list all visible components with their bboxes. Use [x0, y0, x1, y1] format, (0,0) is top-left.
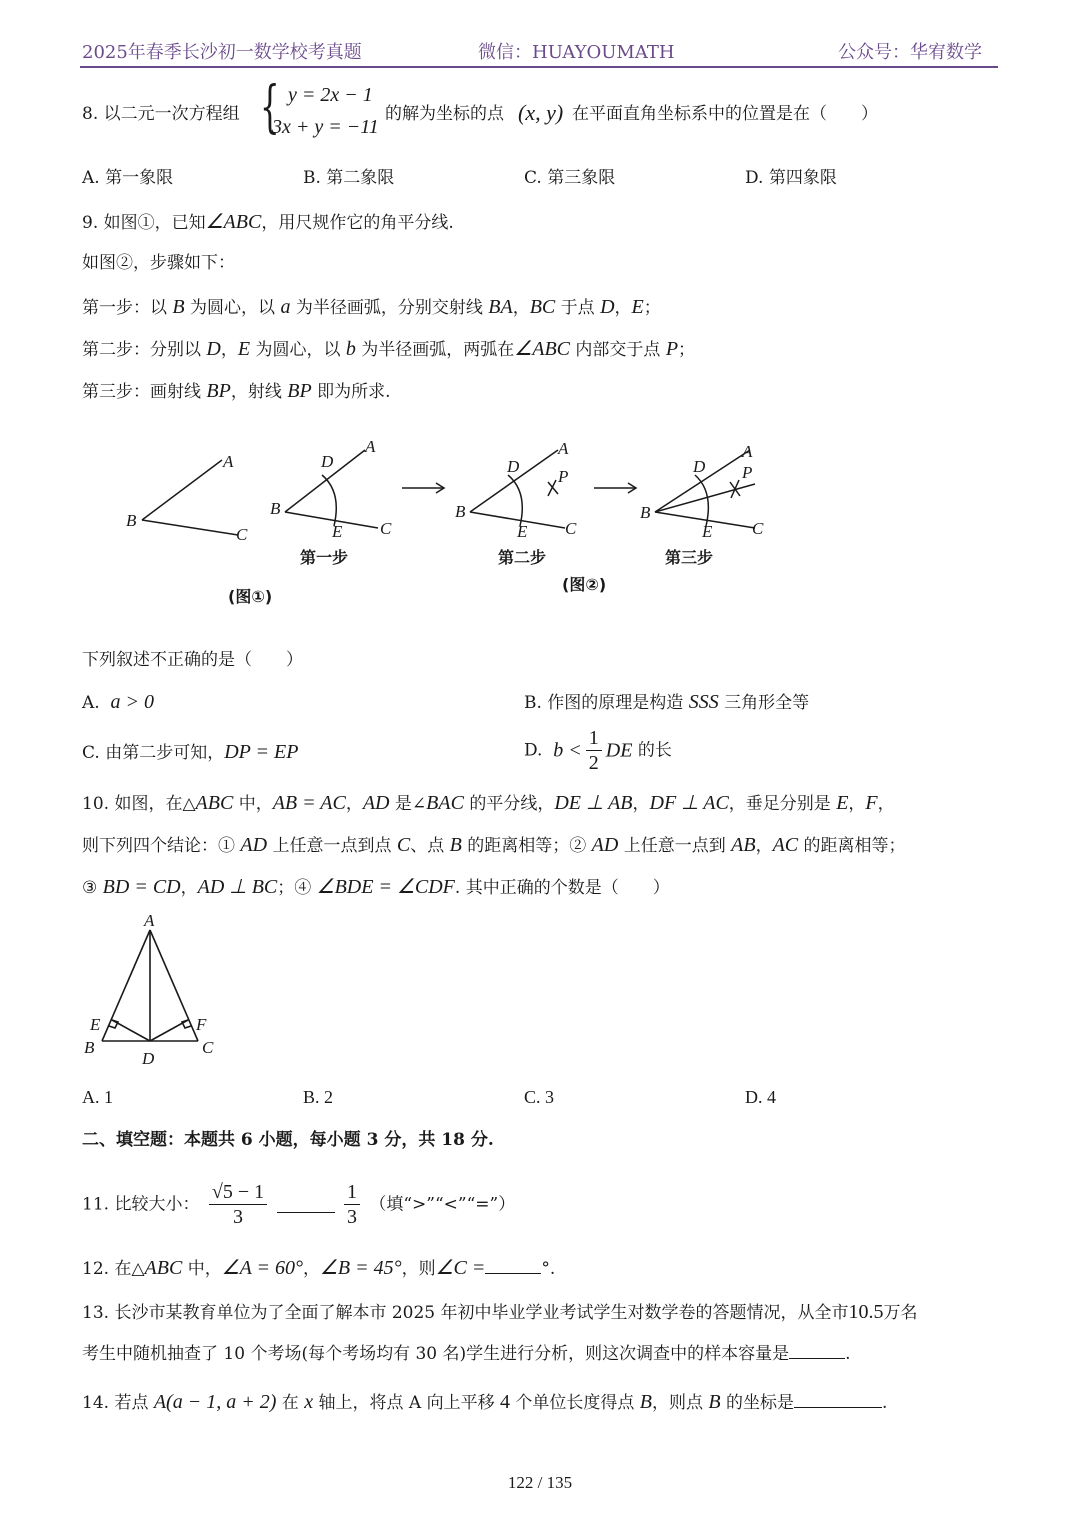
q8-eq1: y = 2x − 1 [288, 84, 373, 106]
q9-question: 下列叙述不正确的是（ ） [82, 650, 303, 670]
q10-label-b: B [84, 1038, 95, 1057]
q14-blank[interactable] [794, 1391, 882, 1408]
step1-label-d: D [321, 452, 334, 471]
q10-figure [78, 908, 228, 1073]
fig1-label-b: B [126, 511, 137, 530]
q10-option-b: B. 2 [303, 1087, 334, 1107]
step2-label-p: P [558, 467, 569, 486]
step2-label-b: B [455, 502, 466, 521]
arrow-1 [402, 483, 444, 493]
fig1-label-c: C [236, 525, 248, 544]
header-divider [80, 66, 998, 68]
q13-line1: 13. 长沙市某教育单位为了全面了解本市 2025 年初中毕业学业考试学生对数学卷的答题情况，从全市10.5万名 [82, 1301, 918, 1323]
q8-option-d: D. 第四象限 [745, 168, 837, 188]
step2-caption: 第二步 [498, 548, 547, 567]
arrow-2 [594, 483, 636, 493]
header-left: 2025年春季长沙初一数学校考真题 [82, 42, 362, 63]
step1-label-e: E [332, 522, 343, 541]
q10-label-d: D [142, 1049, 155, 1068]
q10-option-d: D. 4 [745, 1087, 776, 1107]
q9-figure [110, 430, 810, 615]
step2-label-d: D [507, 457, 520, 476]
q14: 14. 若点 A(a − 1, a + 2) 在 x 轴上，将点 A 向上平移 4 个单位长度得点 B，则点 B 的坐标是 . [82, 1391, 888, 1413]
q9-step2: 第二步：分别以 D，E 为圆心，以 b 为半径画弧，两弧在∠ABC 内部交于点 P； [82, 338, 696, 360]
q9-option-a: A. a > 0 [82, 691, 154, 713]
step1-label-b: B [270, 499, 281, 518]
q8-option-a: A. 第一象限 [82, 168, 174, 188]
q8-prefix: 8. 以二元一次方程组 [82, 104, 240, 124]
q8-mid: 的解为坐标的点 [385, 104, 504, 124]
q13-line2: 考生中随机抽查了 10 个考场(每个考场均有 30 名)学生进行分析，则这次调查中的样本容量是 . [82, 1344, 851, 1364]
q10-option-c: C. 3 [524, 1087, 555, 1107]
step1-label-c: C [380, 519, 392, 538]
q9-step1: 第一步：以 B 为圆心，以 a 为半径画弧，分别交射线 BA，BC 于点 D，E； [82, 296, 661, 318]
fig1-caption: (图①) [228, 587, 273, 606]
q13-blank[interactable] [789, 1342, 845, 1359]
q10-line3: ③ BD = CD，AD ⊥ BC；④ ∠BDE = ∠CDF. 其中正确的个数是（ ） [82, 876, 670, 898]
q10-label-e: E [90, 1015, 101, 1034]
q12: 12. 在△ABC 中，∠A = 60°，∠B = 45°，则∠C = °. [82, 1257, 556, 1279]
q10-option-a: A. 1 [82, 1087, 113, 1107]
q8-option-c: C. 第三象限 [524, 168, 616, 188]
q9-line2: 如图②，步骤如下： [82, 253, 235, 273]
q10-line2: 则下列四个结论：① AD 上任意一点到点 C、点 B 的距离相等；② AD 上任意一点到 AB，AC 的距离相等； [82, 834, 906, 856]
q9-step3: 第三步：画射线 BP，射线 BP 即为所求. [82, 380, 391, 402]
q9-line1-text2: ，用尺规作它的角平分线. [261, 213, 454, 233]
fig1-label-a: A [223, 452, 234, 471]
q8-option-b: B. 第二象限 [303, 168, 395, 188]
q9-line1-text: 9. 如图①，已知 [82, 213, 206, 233]
q10-label-f: F [196, 1015, 207, 1034]
step3-caption: 第三步 [665, 548, 714, 567]
q9-option-d: D. b < $\frac{1}{2}$ DE 的长 [524, 727, 672, 774]
step1-label-a: A [365, 437, 376, 456]
step3-label-a: A [742, 442, 753, 461]
step3-label-b: B [640, 503, 651, 522]
fig1-angle [142, 460, 238, 535]
q11: 11. 比较大小： $\frac{√5 - 1}{3}$ $\frac{1}{3}$ （填“>”“<”“=”） [82, 1181, 516, 1228]
q9-line1 [82, 210, 454, 234]
step2-label-a: A [558, 439, 569, 458]
q10-triangle [102, 930, 198, 1041]
step3-label-d: D [693, 457, 706, 476]
page-number: 122 / 135 [507, 1473, 573, 1492]
header-center: 微信：HUAYOUMATH [478, 42, 675, 63]
section-2-title: 二、填空题：本题共 6 小题，每小题 3 分，共 18 分. [82, 1130, 494, 1150]
q10-line1: 10. 如图，在△ABC 中，AB = AC，AD 是∠BAC 的平分线，DE ⊥ AB，DF ⊥ AC，垂足分别是 E，F， [82, 792, 895, 814]
step3-label-e: E [702, 522, 713, 541]
q12-blank[interactable] [485, 1257, 541, 1274]
header-right: 公众号：华宥数学 [838, 42, 982, 63]
fig2-caption: (图②) [562, 575, 607, 594]
step3-label-p: P [742, 463, 753, 482]
q8-suffix: 在平面直角坐标系中的位置是在（ ） [572, 104, 878, 124]
q9-angle: ∠ABC [205, 211, 262, 233]
step2-label-c: C [565, 519, 577, 538]
step1-caption: 第一步 [300, 548, 349, 567]
q8-point: (x, y) [518, 100, 564, 125]
q10-label-c: C [202, 1038, 214, 1057]
q9-option-c: C. 由第二步可知，DP = EP [82, 741, 299, 763]
q11-blank[interactable] [277, 1196, 335, 1213]
q8-brace: { [260, 75, 280, 140]
q8-eq2: 3x + y = −11 [272, 116, 379, 138]
q10-label-a: A [144, 911, 155, 930]
step3-label-c: C [752, 519, 764, 538]
step2-label-e: E [517, 522, 528, 541]
q9-option-b: B. 作图的原理是构造 SSS 三角形全等 [524, 691, 810, 713]
